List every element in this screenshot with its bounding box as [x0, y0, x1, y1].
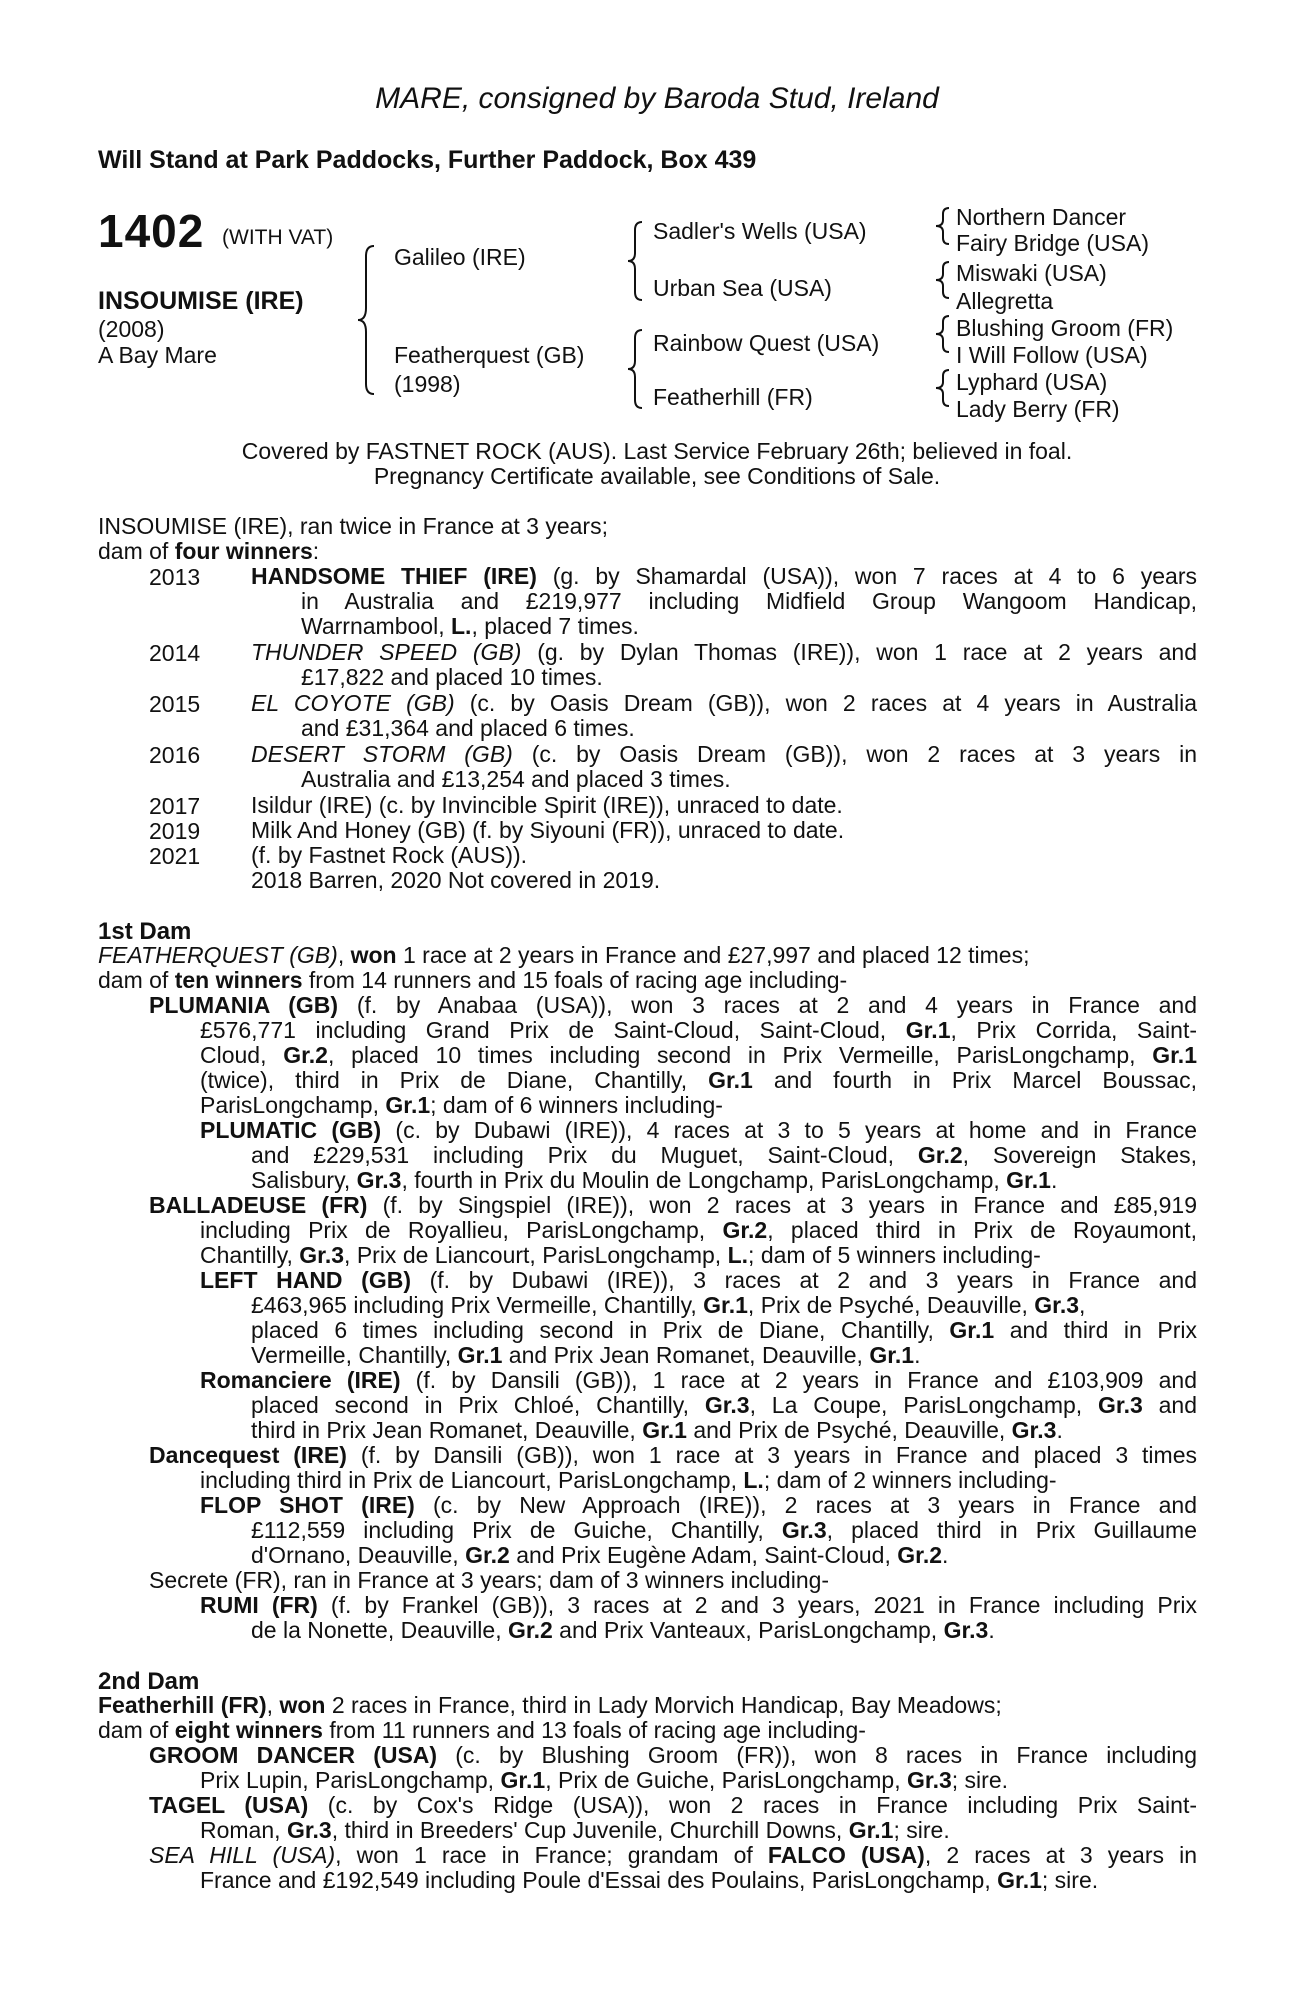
horse-name: INSOUMISE (IRE) [98, 287, 304, 315]
first-dam-line: £112,559 including Prix de Guiche, Chantilly, Gr.3, placed third in Prix Guillaume [251, 1517, 1197, 1543]
first-dam-line: Cloud, Gr.2, placed 10 times including second in Prix Vermeille, ParisLongchamp, Gr.1 [200, 1042, 1197, 1068]
horse-year: (2008) [98, 316, 165, 342]
second-dam-line: SEA HILL (USA), won 1 race in France; grandam of FALCO (USA), 2 races at 3 years in [149, 1842, 1197, 1868]
first-dam-line: PLUMATIC (GB) (c. by Dubawi (IRE)), 4 races at 3 to 5 years at home and in France [200, 1117, 1197, 1143]
first-dam-line: placed second in Prix Chloé, Chantilly, Gr.3, La Coupe, ParisLongchamp, Gr.3 and [251, 1392, 1198, 1418]
first-dam-line: third in Prix Jean Romanet, Deauville, Gr.1 and Prix de Psyché, Deauville, Gr.3. [251, 1417, 1063, 1443]
produce-entry-text: (f. by Fastnet Rock (AUS)). [251, 842, 528, 868]
second-dam-line: dam of eight winners from 11 runners and 13 foals of racing age including- [98, 1717, 866, 1743]
pedigree-gen3-2: Fairy Bridge (USA) [956, 230, 1149, 256]
pedigree-dam: Featherquest (GB) [394, 342, 585, 368]
first-dam-line: placed 6 times including second in Prix de Diane, Chantilly, Gr.1 and third in Prix [251, 1317, 1197, 1343]
pedigree-dam-sire: Rainbow Quest (USA) [653, 330, 880, 356]
produce-year: 2021 [149, 843, 201, 869]
first-dam-line: BALLADEUSE (FR) (f. by Singspiel (IRE)), won 2 races at 3 years in France and £85,919 [149, 1192, 1197, 1218]
produce-entry-text: HANDSOME THIEF (IRE) (g. by Shamardal (USA)), won 7 races at 4 to 6 years [251, 563, 1197, 589]
first-dam-line: Dancequest (IRE) (f. by Dansili (GB)), won 1 race at 3 years in France and placed 3 times [149, 1442, 1197, 1468]
first-dam-line: including third in Prix de Liancourt, ParisLongchamp, L.; dam of 2 winners including- [200, 1467, 1057, 1493]
horse-description: A Bay Mare [98, 342, 217, 368]
pedigree-sire-sire: Sadler's Wells (USA) [653, 218, 867, 244]
first-dam-line: d'Ornano, Deauville, Gr.2 and Prix Eugène Adam, Saint-Cloud, Gr.2. [251, 1542, 949, 1568]
pedigree-gen3-3: Miswaki (USA) [956, 260, 1107, 286]
vat-note: (WITH VAT) [222, 226, 334, 249]
produce-year: 2014 [149, 640, 201, 666]
produce-entry-text: DESERT STORM (GB) (c. by Oasis Dream (GB)), won 2 races at 3 years in [251, 741, 1197, 767]
pedigree-sire-dam: Urban Sea (USA) [653, 275, 832, 301]
first-dam-line: including Prix de Royallieu, ParisLongchamp, Gr.2, placed third in Prix de Royaumont, [200, 1217, 1197, 1243]
produce-entry-text: EL COYOTE (GB) (c. by Oasis Dream (GB)), won 2 races at 4 years in Australia [251, 690, 1198, 716]
pedigree-gen3-7: Lyphard (USA) [956, 369, 1108, 395]
produce-entry-text: Milk And Honey (GB) (f. by Siyouni (FR)), unraced to date. [251, 817, 845, 843]
first-dam-line: dam of ten winners from 14 runners and 15 foals of racing age including- [98, 967, 848, 993]
first-dam-line: FEATHERQUEST (GB), won 1 race at 2 years in France and £27,997 and placed 12 times; [98, 942, 1030, 968]
first-dam-line: Romanciere (IRE) (f. by Dansili (GB)), 1 race at 2 years in France and £103,909 and [200, 1367, 1198, 1393]
first-dam-line: £576,771 including Grand Prix de Saint-Cloud, Saint-Cloud, Gr.1, Prix Corrida, Saint- [200, 1017, 1197, 1043]
second-dam-heading: 2nd Dam [98, 1668, 200, 1695]
pedigree-gen3-8: Lady Berry (FR) [956, 396, 1120, 422]
first-dam-line: RUMI (FR) (f. by Frankel (GB)), 3 races at 2 and 3 years, 2021 in France including Prix [200, 1592, 1197, 1618]
second-dam-line: TAGEL (USA) (c. by Cox's Ridge (USA)), won 2 races in France including Prix Saint- [149, 1792, 1197, 1818]
pedigree-gen3-1: Northern Dancer [956, 204, 1127, 230]
pedigree-brace-gen2-top [626, 220, 646, 302]
first-dam-line: £463,965 including Prix Vermeille, Chantilly, Gr.1, Prix de Psyché, Deauville, Gr.3, [251, 1292, 1086, 1318]
first-dam-line: FLOP SHOT (IRE) (c. by New Approach (IRE)), 2 races at 3 years in France and [200, 1492, 1197, 1518]
pedigree-dam-year: (1998) [394, 371, 461, 397]
produce-entry-text: Australia and £13,254 and placed 3 times. [301, 766, 731, 792]
pedigree-brace-gen3-3 [934, 314, 952, 354]
first-dam-line: ParisLongchamp, Gr.1; dam of 6 winners including- [200, 1092, 723, 1118]
produce-entry-text: THUNDER SPEED (GB) (g. by Dylan Thomas (IRE)), won 1 race at 2 years and [251, 639, 1197, 665]
first-dam-line: Vermeille, Chantilly, Gr.1 and Prix Jean Romanet, Deauville, Gr.1. [251, 1342, 921, 1368]
first-dam-line: PLUMANIA (GB) (f. by Anabaa (USA)), won 3 races at 2 and 4 years in France and [149, 992, 1198, 1018]
pedigree-brace-gen3-2 [934, 260, 952, 300]
first-dam-line: (twice), third in Prix de Diane, Chantilly, Gr.1 and fourth in Prix Marcel Boussac, [200, 1067, 1197, 1093]
produce-intro: INSOUMISE (IRE), ran twice in France at 3 years; [98, 513, 608, 539]
covered-line: Covered by FASTNET ROCK (AUS). Last Service February 26th; believed in foal. [241, 438, 1073, 464]
produce-year: 2019 [149, 818, 201, 844]
produce-entry-text: Warrnambool, L., placed 7 times. [301, 613, 639, 639]
produce-entry-text: and £31,364 and placed 6 times. [301, 715, 635, 741]
pedigree-gen3-5: Blushing Groom (FR) [956, 315, 1174, 341]
pedigree-gen3-6: I Will Follow (USA) [956, 342, 1148, 368]
produce-year: 2017 [149, 793, 201, 819]
pedigree-sire: Galileo (IRE) [394, 244, 526, 270]
first-dam-line: Secrete (FR), ran in France at 3 years; dam of 3 winners including- [149, 1567, 830, 1593]
first-dam-line: Chantilly, Gr.3, Prix de Liancourt, ParisLongchamp, L.; dam of 5 winners including- [200, 1242, 1041, 1268]
stable-location: Will Stand at Park Paddocks, Further Paddock, Box 439 [98, 146, 757, 174]
produce-year: 2015 [149, 691, 201, 717]
pedigree-brace-gen3-1 [934, 206, 952, 246]
produce-year: 2013 [149, 564, 201, 590]
consignor-line: MARE, consigned by Baroda Stud, Ireland [375, 82, 939, 115]
second-dam-line: Prix Lupin, ParisLongchamp, Gr.1, Prix de Guiche, ParisLongchamp, Gr.3; sire. [200, 1767, 1008, 1793]
produce-entry-text: Isildur (IRE) (c. by Invincible Spirit (IRE)), unraced to date. [251, 792, 843, 818]
pregnancy-line: Pregnancy Certificate available, see Conditions of Sale. [373, 463, 941, 489]
first-dam-line: and £229,531 including Prix du Muguet, Saint-Cloud, Gr.2, Sovereign Stakes, [251, 1142, 1197, 1168]
pedigree-brace-gen2-bottom [626, 328, 646, 410]
produce-entry-text: in Australia and £219,977 including Midfield Group Wangoom Handicap, [301, 588, 1197, 614]
first-dam-line: de la Nonette, Deauville, Gr.2 and Prix Vanteaux, ParisLongchamp, Gr.3. [251, 1617, 995, 1643]
second-dam-line: France and £192,549 including Poule d'Essai des Poulains, ParisLongchamp, Gr.1; sire. [200, 1867, 1099, 1893]
produce-barren-note: 2018 Barren, 2020 Not covered in 2019. [251, 867, 661, 893]
lot-number: 1402 [98, 205, 205, 257]
produce-entry-text: £17,822 and placed 10 times. [301, 664, 603, 690]
first-dam-line: LEFT HAND (GB) (f. by Dubawi (IRE)), 3 races at 2 and 3 years in France and [200, 1267, 1197, 1293]
produce-year: 2016 [149, 742, 201, 768]
second-dam-line: Featherhill (FR), won 2 races in France, third in Lady Morvich Handicap, Bay Meadows; [98, 1692, 1002, 1718]
first-dam-heading: 1st Dam [98, 918, 192, 945]
pedigree-brace-gen1 [356, 244, 378, 396]
first-dam-line: Salisbury, Gr.3, fourth in Prix du Moulin de Longchamp, ParisLongchamp, Gr.1. [251, 1167, 1058, 1193]
second-dam-line: GROOM DANCER (USA) (c. by Blushing Groom (FR)), won 8 races in France including [149, 1742, 1197, 1768]
pedigree-gen3-4: Allegretta [956, 288, 1054, 314]
second-dam-line: Roman, Gr.3, third in Breeders' Cup Juvenile, Churchill Downs, Gr.1; sire. [200, 1817, 950, 1843]
produce-dam-of: dam of four winners: [98, 538, 320, 564]
pedigree-brace-gen3-4 [934, 368, 952, 408]
pedigree-dam-dam: Featherhill (FR) [653, 384, 813, 410]
